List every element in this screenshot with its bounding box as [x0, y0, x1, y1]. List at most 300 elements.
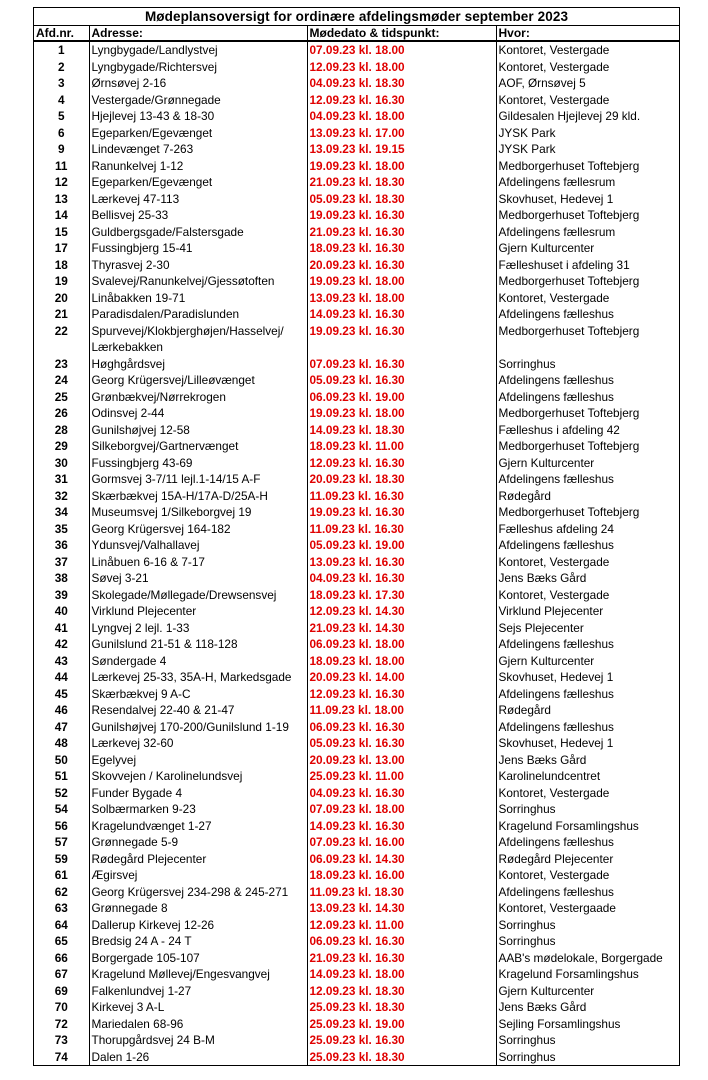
date-time-cell: 21.09.23 kl. 14.30 — [307, 620, 496, 637]
location-cell: Kontoret, Vestergade — [496, 867, 679, 884]
location-cell: Jens Bæks Gård — [496, 752, 679, 769]
location-cell: Afdelingens fælleshus — [496, 834, 679, 851]
date-time-cell: 21.09.23 kl. 18.30 — [307, 174, 496, 191]
address-cell: Grønnegade 8 — [89, 900, 307, 917]
address-cell: Paradisdalen/Paradislunden — [89, 306, 307, 323]
table-row — [34, 389, 679, 406]
dept-nr-cell: 28 — [54, 422, 68, 437]
date-time-cell: 19.09.23 kl. 18.00 — [307, 405, 496, 422]
table-row — [34, 834, 679, 851]
dept-nr-cell: 61 — [54, 868, 68, 882]
date-time-cell: 19.09.23 kl. 16.30 — [307, 207, 496, 224]
date-time-cell: 18.09.23 kl. 18.00 — [307, 653, 496, 670]
location-cell: Jens Bæks Gård — [496, 570, 679, 587]
address-cell: Lyngbygade/Landlystvej — [89, 41, 307, 59]
address-cell: Høghgårdsvej — [89, 356, 307, 373]
location-cell: Afdelingens fælleshus — [496, 884, 679, 901]
address-cell: Skolegade/Møllegade/Drewsensvej — [89, 587, 307, 604]
date-time-cell: 18.09.23 kl. 11.00 — [307, 438, 496, 455]
date-time-cell: 14.09.23 kl. 18.30 — [307, 422, 496, 439]
location-cell: Jens Bæks Gård — [496, 999, 679, 1016]
date-time-cell: 06.09.23 kl. 16.30 — [307, 933, 496, 950]
address-cell: Lærkevej 32-60 — [89, 735, 307, 752]
date-time-cell: 12.09.23 kl. 16.30 — [307, 455, 496, 472]
address-cell: Linåbuen 6-16 & 7-17 — [89, 554, 307, 571]
address-cell: Spurvevej/Klokbjerghøjen/Hasselvej/ Lærkebakken — [89, 323, 307, 356]
address-cell: Ørnsøvej 2-16 — [89, 75, 307, 92]
table-row — [34, 999, 679, 1016]
date-time-cell: 18.09.23 kl. 16.30 — [307, 240, 496, 257]
dept-nr-cell: 39 — [54, 587, 68, 602]
date-time-cell: 21.09.23 kl. 16.30 — [307, 224, 496, 241]
date-time-cell: 11.09.23 kl. 18.00 — [307, 702, 496, 719]
address-cell: Hjejlevej 13-43 & 18-30 — [89, 108, 307, 125]
location-cell: Sorringhus — [496, 1049, 679, 1066]
location-cell: Sorringhus — [496, 917, 679, 934]
table-row — [34, 207, 679, 224]
location-cell: Rødegård — [496, 488, 679, 505]
table-row — [34, 405, 679, 422]
table-row — [34, 768, 679, 785]
date-time-cell: 14.09.23 kl. 16.30 — [307, 306, 496, 323]
table-row — [34, 686, 679, 703]
location-cell: Medborgerhuset Toftebjerg — [496, 158, 679, 175]
table-row — [34, 488, 679, 505]
date-time-cell: 12.09.23 kl. 16.30 — [307, 92, 496, 109]
dept-nr-cell: 29 — [54, 439, 68, 453]
table-row — [34, 752, 679, 769]
table-row — [34, 455, 679, 472]
location-cell: Afdelingens fælleshus — [496, 636, 679, 653]
dept-nr-cell: 24 — [54, 373, 68, 387]
dept-nr-cell: 72 — [54, 1016, 68, 1031]
address-cell: Gunilshøjvej 12-58 — [89, 422, 307, 439]
dept-nr-cell: 15 — [54, 224, 68, 239]
address-cell: Lærkevej 25-33, 35A-H, Markedsgade — [89, 669, 307, 686]
location-cell: Afdelingens fælleshus — [496, 389, 679, 406]
dept-nr-cell: 51 — [54, 769, 68, 783]
table-row — [34, 983, 679, 1000]
address-cell: Søndergade 4 — [89, 653, 307, 670]
dept-nr-cell: 30 — [54, 455, 68, 470]
address-cell: Søvej 3-21 — [89, 570, 307, 587]
location-cell: Gildesalen Hjejlevej 29 kld. — [496, 108, 679, 125]
table-row — [34, 191, 679, 208]
dept-nr-cell: 48 — [54, 736, 68, 750]
address-cell: Fussingbjerg 15-41 — [89, 240, 307, 257]
table-row — [34, 884, 679, 901]
date-time-cell: 13.09.23 kl. 16.30 — [307, 554, 496, 571]
address-cell: Resendalvej 22-40 & 21-47 — [89, 702, 307, 719]
dept-nr-cell: 18 — [54, 257, 68, 272]
date-time-cell: 25.09.23 kl. 18.30 — [307, 999, 496, 1016]
table-row — [34, 669, 679, 686]
date-time-cell: 25.09.23 kl. 18.30 — [307, 1049, 496, 1066]
table-row — [34, 950, 679, 967]
location-cell: Afdelingens fællesrum — [496, 224, 679, 241]
table-row — [34, 257, 679, 274]
table-row — [34, 620, 679, 637]
table-row — [34, 521, 679, 538]
table-row — [34, 290, 679, 307]
date-time-cell: 19.09.23 kl. 16.30 — [307, 323, 496, 356]
table-row — [34, 900, 679, 917]
location-cell: AAB's mødelokale, Borgergade — [496, 950, 679, 967]
location-cell: Fælleshuset i afdeling 31 — [496, 257, 679, 274]
location-cell: Karolinelundcentret — [496, 768, 679, 785]
table-row — [34, 224, 679, 241]
date-time-cell: 04.09.23 kl. 16.30 — [307, 785, 496, 802]
location-cell: Medborgerhuset Toftebjerg — [496, 504, 679, 521]
address-cell: Fussingbjerg 43-69 — [89, 455, 307, 472]
dept-nr-cell: 20 — [54, 290, 68, 305]
address-cell: Skærbækvej 9 A-C — [89, 686, 307, 703]
location-cell: Gjern Kulturcenter — [496, 653, 679, 670]
date-time-cell: 20.09.23 kl. 18.30 — [307, 471, 496, 488]
date-time-cell: 06.09.23 kl. 18.00 — [307, 636, 496, 653]
table-row — [34, 785, 679, 802]
dept-nr-cell: 14 — [54, 208, 68, 222]
dept-nr-cell: 17 — [54, 241, 68, 255]
address-cell: Dallerup Kirkevej 12-26 — [89, 917, 307, 934]
address-cell: Svalevej/Ranunkelvej/Gjessøtoften — [89, 273, 307, 290]
location-cell: Gjern Kulturcenter — [496, 983, 679, 1000]
dept-nr-cell: 22 — [54, 323, 68, 338]
location-cell: Afdelingens fælleshus — [496, 471, 679, 488]
address-cell: Lyngvej 2 lejl. 1-33 — [89, 620, 307, 637]
location-cell: Sejling Forsamlingshus — [496, 1016, 679, 1033]
date-time-cell: 11.09.23 kl. 18.30 — [307, 884, 496, 901]
address-cell: Ranunkelvej 1-12 — [89, 158, 307, 175]
address-cell: Solbærmarken 9-23 — [89, 801, 307, 818]
page-title: Mødeplansoversigt for ordinære afdelingsmøder september 2023 — [34, 8, 679, 26]
address-cell: Gunilshøjvej 170-200/Gunilslund 1-19 — [89, 719, 307, 736]
date-time-cell: 07.09.23 kl. 18.00 — [307, 41, 496, 59]
header-row — [34, 26, 679, 41]
dept-nr-cell: 54 — [54, 802, 68, 816]
date-time-cell: 05.09.23 kl. 16.30 — [307, 735, 496, 752]
date-time-cell: 13.09.23 kl. 14.30 — [307, 900, 496, 917]
dept-nr-cell: 73 — [54, 1033, 68, 1047]
table-row — [34, 801, 679, 818]
table-row — [34, 966, 679, 983]
location-cell: Medborgerhuset Toftebjerg — [496, 273, 679, 290]
date-time-cell: 11.09.23 kl. 16.30 — [307, 521, 496, 538]
address-cell: Egelyvej — [89, 752, 307, 769]
date-time-cell: 07.09.23 kl. 18.00 — [307, 801, 496, 818]
date-time-cell: 14.09.23 kl. 16.30 — [307, 818, 496, 835]
table-row — [34, 59, 679, 76]
address-cell: Guldbergsgade/Falstersgade — [89, 224, 307, 241]
table-row — [34, 471, 679, 488]
address-cell: Skærbækvej 15A-H/17A-D/25A-H — [89, 488, 307, 505]
location-cell: Rødegård — [496, 702, 679, 719]
location-cell: Skovhuset, Hedevej 1 — [496, 735, 679, 752]
location-cell: Medborgerhuset Toftebjerg — [496, 207, 679, 224]
address-cell: Odinsvej 2-44 — [89, 405, 307, 422]
dept-nr-cell: 23 — [54, 356, 68, 371]
date-time-cell: 14.09.23 kl. 18.00 — [307, 966, 496, 983]
dept-nr-cell: 44 — [54, 670, 68, 684]
address-cell: Mariedalen 68-96 — [89, 1016, 307, 1033]
dept-nr-cell: 46 — [54, 703, 68, 717]
location-cell: Gjern Kulturcenter — [496, 240, 679, 257]
address-cell: Vestergade/Grønnegade — [89, 92, 307, 109]
meeting-plan-sheet — [33, 7, 680, 1066]
location-cell: Kontoret, Vestergaade — [496, 900, 679, 917]
location-cell: Sejs Plejecenter — [496, 620, 679, 637]
location-cell: Medborgerhuset Toftebjerg — [496, 323, 679, 356]
dept-nr-cell: 47 — [54, 719, 68, 734]
dept-nr-cell: 9 — [57, 142, 65, 156]
address-cell: Skovvejen / Karolinelundsvej — [89, 768, 307, 785]
dept-nr-cell: 67 — [54, 967, 68, 981]
dept-nr-cell: 25 — [54, 389, 68, 404]
date-time-cell: 25.09.23 kl. 11.00 — [307, 768, 496, 785]
address-cell: Borgergade 105-107 — [89, 950, 307, 967]
location-cell: Sorringhus — [496, 801, 679, 818]
location-cell: Medborgerhuset Toftebjerg — [496, 438, 679, 455]
address-cell: Georg Krügersvej 164-182 — [89, 521, 307, 538]
date-time-cell: 12.09.23 kl. 14.30 — [307, 603, 496, 620]
location-cell: Skovhuset, Hedevej 1 — [496, 191, 679, 208]
date-time-cell: 12.09.23 kl. 18.30 — [307, 983, 496, 1000]
address-cell: Silkeborgvej/Gartnervænget — [89, 438, 307, 455]
address-cell: Museumsvej 1/Silkeborgvej 19 — [89, 504, 307, 521]
dept-nr-cell: 59 — [54, 851, 68, 866]
dept-nr-cell: 57 — [54, 835, 68, 849]
date-time-cell: 12.09.23 kl. 11.00 — [307, 917, 496, 934]
dept-nr-cell: 12 — [54, 175, 68, 189]
dept-nr-cell: 1 — [57, 43, 65, 57]
dept-nr-cell: 38 — [54, 571, 68, 585]
table-row — [34, 356, 679, 373]
table-row — [34, 273, 679, 290]
location-cell: Gjern Kulturcenter — [496, 455, 679, 472]
dept-nr-cell: 21 — [54, 307, 68, 321]
date-time-cell: 21.09.23 kl. 16.30 — [307, 950, 496, 967]
dept-nr-cell: 11 — [55, 158, 68, 173]
table-row — [34, 174, 679, 191]
dept-nr-cell: 64 — [54, 917, 68, 932]
table-row — [34, 372, 679, 389]
location-cell: Sorringhus — [496, 1032, 679, 1049]
dept-nr-cell: 74 — [54, 1049, 68, 1064]
address-cell: Falkenlundvej 1-27 — [89, 983, 307, 1000]
date-time-cell: 05.09.23 kl. 19.00 — [307, 537, 496, 554]
location-cell: Kontoret, Vestergade — [496, 554, 679, 571]
table-row — [34, 587, 679, 604]
date-time-cell: 06.09.23 kl. 14.30 — [307, 851, 496, 868]
table-row — [34, 570, 679, 587]
table-row — [34, 818, 679, 835]
dept-nr-cell: 34 — [54, 505, 68, 519]
table-row — [34, 158, 679, 175]
location-cell: Kontoret, Vestergade — [496, 41, 679, 59]
table-row — [34, 867, 679, 884]
date-time-cell: 19.09.23 kl. 18.00 — [307, 158, 496, 175]
address-cell: Egeparken/Egevænget — [89, 174, 307, 191]
address-cell: Gunilslund 21-51 & 118-128 — [89, 636, 307, 653]
dept-nr-cell: 42 — [54, 637, 68, 651]
date-time-cell: 18.09.23 kl. 16.00 — [307, 867, 496, 884]
table-row — [34, 141, 679, 158]
date-time-cell: 13.09.23 kl. 19.15 — [307, 141, 496, 158]
table-row — [34, 92, 679, 109]
address-cell: Kirkevej 3 A-L — [89, 999, 307, 1016]
table-row — [34, 603, 679, 620]
address-cell: Funder Bygade 4 — [89, 785, 307, 802]
dept-nr-cell: 36 — [54, 538, 68, 552]
header-date-time: Mødedato & tidspunkt: — [307, 26, 496, 41]
date-time-cell: 13.09.23 kl. 17.00 — [307, 125, 496, 142]
address-cell: Ægirsvej — [89, 867, 307, 884]
table-row — [34, 702, 679, 719]
location-cell: Kontoret, Vestergade — [496, 59, 679, 76]
location-cell: Sorringhus — [496, 933, 679, 950]
dept-nr-cell: 5 — [57, 109, 65, 123]
address-cell: Grønbækvej/Nørrekrogen — [89, 389, 307, 406]
dept-nr-cell: 41 — [54, 620, 68, 635]
address-cell: Virklund Plejecenter — [89, 603, 307, 620]
address-cell: Grønnegade 5-9 — [89, 834, 307, 851]
table-row — [34, 636, 679, 653]
dept-nr-cell: 70 — [54, 1000, 68, 1014]
date-time-cell: 07.09.23 kl. 16.00 — [307, 834, 496, 851]
date-time-cell: 05.09.23 kl. 18.30 — [307, 191, 496, 208]
dept-nr-cell: 62 — [54, 884, 68, 899]
address-cell: Bellisvej 25-33 — [89, 207, 307, 224]
dept-nr-cell: 35 — [54, 521, 68, 536]
location-cell: Afdelingens fællesrum — [496, 174, 679, 191]
location-cell: Afdelingens fælleshus — [496, 719, 679, 736]
address-cell: Georg Krügersvej 234-298 & 245-271 — [89, 884, 307, 901]
location-cell: Fælleshus afdeling 24 — [496, 521, 679, 538]
location-cell: Afdelingens fælleshus — [496, 686, 679, 703]
date-time-cell: 06.09.23 kl. 19.00 — [307, 389, 496, 406]
address-cell: Egeparken/Egevænget — [89, 125, 307, 142]
dept-nr-cell: 37 — [54, 554, 68, 569]
date-time-cell: 12.09.23 kl. 16.30 — [307, 686, 496, 703]
date-time-cell: 12.09.23 kl. 18.00 — [307, 59, 496, 76]
table-row — [34, 917, 679, 934]
address-cell: Dalen 1-26 — [89, 1049, 307, 1066]
dept-nr-cell: 52 — [54, 785, 68, 800]
dept-nr-cell: 26 — [54, 406, 68, 420]
table-row — [34, 240, 679, 257]
address-cell: Georg Krügersvej/Lilleøvænget — [89, 372, 307, 389]
dept-nr-cell: 50 — [54, 752, 68, 767]
location-cell: Medborgerhuset Toftebjerg — [496, 405, 679, 422]
header-dept-nr: Afd.nr. — [34, 26, 89, 41]
location-cell: Kragelund Forsamlingshus — [496, 818, 679, 835]
dept-nr-cell: 19 — [54, 274, 68, 288]
date-time-cell: 19.09.23 kl. 16.30 — [307, 504, 496, 521]
date-time-cell: 18.09.23 kl. 17.30 — [307, 587, 496, 604]
location-cell: Afdelingens fælleshus — [496, 306, 679, 323]
table-body — [34, 41, 679, 1065]
dept-nr-cell: 13 — [54, 191, 68, 206]
table-row — [34, 933, 679, 950]
table-row — [34, 537, 679, 554]
dept-nr-cell: 66 — [54, 950, 68, 965]
address-cell: Thorupgårdsvej 24 B-M — [89, 1032, 307, 1049]
date-time-cell: 20.09.23 kl. 16.30 — [307, 257, 496, 274]
dept-nr-cell: 56 — [54, 818, 68, 833]
location-cell: Kontoret, Vestergade — [496, 587, 679, 604]
table-row — [34, 306, 679, 323]
address-cell: Kragelund Møllevej/Engesvangvej — [89, 966, 307, 983]
date-time-cell: 04.09.23 kl. 16.30 — [307, 570, 496, 587]
table-row — [34, 108, 679, 125]
location-cell: JYSK Park — [496, 141, 679, 158]
meeting-table — [34, 26, 679, 1065]
table-row — [34, 653, 679, 670]
date-time-cell: 20.09.23 kl. 14.00 — [307, 669, 496, 686]
location-cell: Kontoret, Vestergade — [496, 92, 679, 109]
dept-nr-cell: 32 — [54, 488, 68, 503]
location-cell: Sorringhus — [496, 356, 679, 373]
dept-nr-cell: 2 — [57, 59, 65, 74]
table-row — [34, 438, 679, 455]
table-row — [34, 125, 679, 142]
dept-nr-cell: 63 — [54, 901, 68, 915]
date-time-cell: 04.09.23 kl. 18.30 — [307, 75, 496, 92]
location-cell: Kontoret, Vestergade — [496, 785, 679, 802]
table-row — [34, 504, 679, 521]
table-row — [34, 719, 679, 736]
location-cell: Kontoret, Vestergade — [496, 290, 679, 307]
address-cell: Rødegård Plejecenter — [89, 851, 307, 868]
table-row — [34, 851, 679, 868]
header-address: Adresse: — [89, 26, 307, 41]
date-time-cell: 25.09.23 kl. 19.00 — [307, 1016, 496, 1033]
dept-nr-cell: 31 — [54, 472, 68, 486]
address-cell: Kragelundvænget 1-27 — [89, 818, 307, 835]
address-cell: Linåbakken 19-71 — [89, 290, 307, 307]
dept-nr-cell: 45 — [54, 686, 68, 701]
location-cell: JYSK Park — [496, 125, 679, 142]
date-time-cell: 20.09.23 kl. 13.00 — [307, 752, 496, 769]
table-row — [34, 422, 679, 439]
dept-nr-cell: 40 — [54, 604, 68, 618]
location-cell: Afdelingens fælleshus — [496, 372, 679, 389]
dept-nr-cell: 3 — [57, 76, 65, 90]
date-time-cell: 11.09.23 kl. 16.30 — [307, 488, 496, 505]
table-row — [34, 75, 679, 92]
dept-nr-cell: 43 — [54, 653, 68, 668]
address-cell: Gormsvej 3-7/11 lejl.1-14/15 A-F — [89, 471, 307, 488]
location-cell: Rødegård Plejecenter — [496, 851, 679, 868]
date-time-cell: 19.09.23 kl. 18.00 — [307, 273, 496, 290]
table-row — [34, 41, 679, 59]
date-time-cell: 07.09.23 kl. 16.30 — [307, 356, 496, 373]
dept-nr-cell: 69 — [54, 983, 68, 998]
location-cell: Afdelingens fælleshus — [496, 537, 679, 554]
address-cell: Lindevænget 7-263 — [89, 141, 307, 158]
address-cell: Ydunsvej/Valhallavej — [89, 537, 307, 554]
location-cell: Skovhuset, Hedevej 1 — [496, 669, 679, 686]
location-cell: Kragelund Forsamlingshus — [496, 966, 679, 983]
dept-nr-cell: 65 — [54, 934, 68, 948]
table-row — [34, 1032, 679, 1049]
address-cell: Lærkevej 47-113 — [89, 191, 307, 208]
date-time-cell: 05.09.23 kl. 16.30 — [307, 372, 496, 389]
address-cell: Bredsig 24 A - 24 T — [89, 933, 307, 950]
location-cell: Fælleshus i afdeling 42 — [496, 422, 679, 439]
date-time-cell: 06.09.23 kl. 16.30 — [307, 719, 496, 736]
address-cell: Lyngbygade/Richtersvej — [89, 59, 307, 76]
